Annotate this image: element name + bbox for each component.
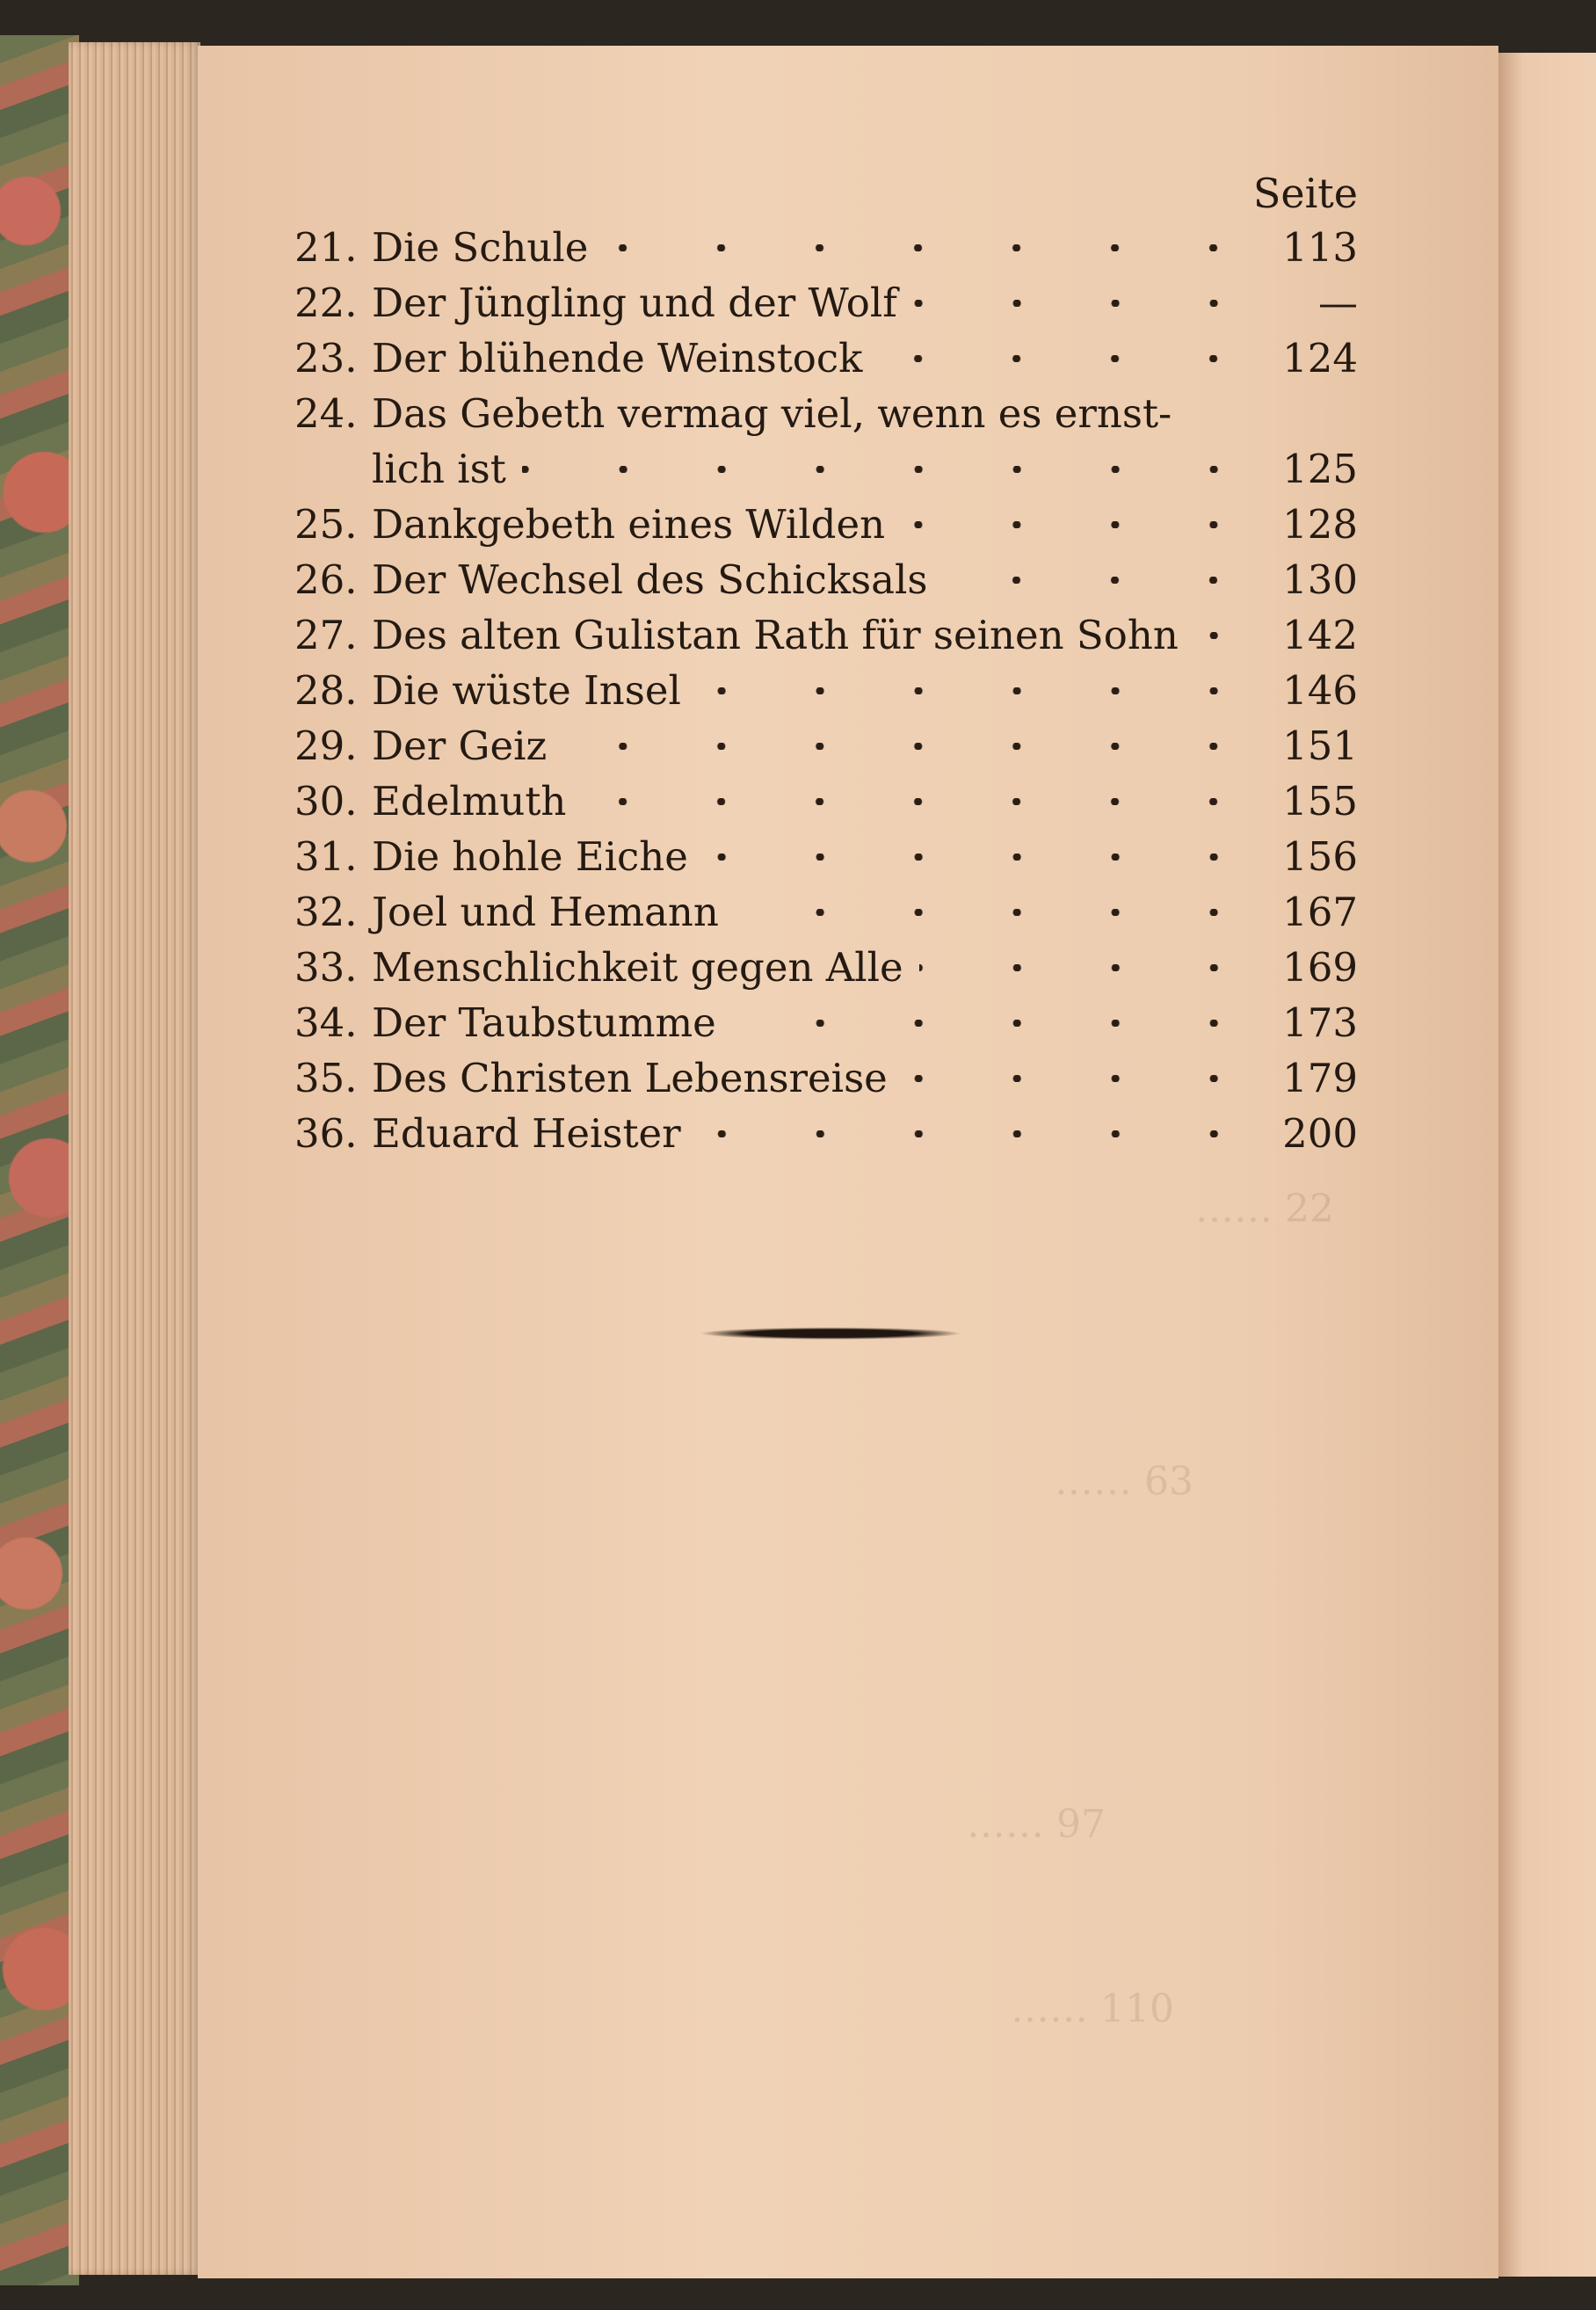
toc-entry (294, 331, 1358, 386)
show-through-text: …… 97 (967, 1802, 1106, 1847)
leader-dots (522, 466, 1263, 473)
entry-title: Des Christen Lebensreise (372, 1055, 888, 1101)
toc-entry (294, 884, 1358, 940)
entry-page-number: 146 (1282, 667, 1358, 714)
toc-entry (294, 663, 1358, 718)
entry-page-number: 167 (1282, 889, 1358, 935)
page-column-header: Seite (1252, 170, 1358, 217)
entry-title: Eduard Heister (372, 1110, 681, 1157)
leader-dots (943, 577, 1263, 584)
leader-dots (582, 798, 1263, 805)
leader-dots (562, 743, 1263, 750)
marbled-cover (0, 35, 79, 2285)
entry-title: Der blühende Weinstock (372, 335, 863, 381)
toc-entry (294, 718, 1358, 774)
table-of-contents (294, 167, 1358, 1161)
entry-page-number: 128 (1282, 501, 1358, 548)
entry-number: 25. (294, 501, 358, 548)
entry-title: Die Schule (372, 224, 589, 271)
entry-number: 33. (294, 944, 358, 991)
entry-title: Das Gebeth vermag viel, wenn es ernst- (372, 390, 1172, 437)
toc-entry (294, 220, 1358, 275)
leader-dots (1194, 632, 1263, 639)
toc-entry (294, 1050, 1358, 1106)
entry-number: 26. (294, 556, 358, 603)
leader-dots (901, 521, 1263, 528)
entry-number: 23. (294, 335, 358, 381)
toc-entry (294, 386, 1358, 441)
leader-dots (604, 244, 1263, 251)
show-through-text: …… 63 (1055, 1459, 1193, 1504)
show-through-text: …… 110 (1011, 1987, 1174, 2031)
toc-entry-continuation (294, 441, 1358, 497)
decorative-rule (699, 1327, 962, 1340)
leader-dots (735, 909, 1263, 916)
leader-dots (903, 1075, 1263, 1082)
entry-page-number: 179 (1282, 1055, 1358, 1101)
leader-dots (697, 1130, 1263, 1137)
toc-entry (294, 275, 1358, 331)
entry-title: Edelmuth (372, 778, 567, 824)
entry-page-number: 173 (1282, 999, 1358, 1046)
toc-entry (294, 829, 1358, 884)
entry-page-number: 155 (1282, 778, 1358, 824)
toc-entry (294, 607, 1358, 663)
entry-title: Die wüste Insel (372, 667, 681, 714)
leader-dots (919, 964, 1263, 971)
entry-number: 35. (294, 1055, 358, 1101)
toc-entries (294, 220, 1358, 1161)
entry-title: Der Wechsel des Schicksals (372, 556, 928, 603)
entry-title: Menschlichkeit gegen Alle (372, 944, 903, 991)
entry-number: 27. (294, 612, 358, 658)
entry-number: 21. (294, 224, 358, 271)
entry-title: Joel und Hemann (372, 889, 719, 935)
entry-number: 31. (294, 833, 358, 880)
toc-entry (294, 774, 1358, 829)
entry-page-number: 130 (1282, 556, 1358, 603)
toc-entry (294, 552, 1358, 607)
toc-entry (294, 1106, 1358, 1161)
entry-page-number: 142 (1282, 612, 1358, 658)
entry-title: Der Geiz (372, 723, 548, 769)
entry-number: 24. (294, 390, 358, 437)
entry-title: Des alten Gulistan Rath für seinen Sohn (372, 612, 1179, 658)
entry-title: Der Taubstumme (372, 999, 716, 1046)
leader-dots (913, 300, 1263, 307)
entry-page-number: — (1318, 280, 1358, 326)
leader-dots (697, 687, 1263, 694)
leader-dots (732, 1020, 1263, 1027)
entry-page-number: 113 (1282, 224, 1358, 271)
entry-title: Die hohle Eiche (372, 833, 688, 880)
entry-number: 32. (294, 889, 358, 935)
page-edges (69, 42, 200, 2275)
entry-number: 36. (294, 1110, 358, 1157)
toc-entry (294, 497, 1358, 552)
entry-page-number: 125 (1282, 446, 1358, 492)
entry-number: 28. (294, 667, 358, 714)
leader-dots (704, 854, 1263, 861)
toc-entry (294, 940, 1358, 995)
entry-page-number: 156 (1282, 833, 1358, 880)
entry-number: 22. (294, 280, 358, 326)
show-through-text: …… 22 (1195, 1187, 1334, 1231)
entry-page-number: 151 (1282, 723, 1358, 769)
entry-title: Der Jüngling und der Wolf (372, 280, 897, 326)
entry-number: 34. (294, 999, 358, 1046)
entry-page-number: 169 (1282, 944, 1358, 991)
entry-page-number: 124 (1282, 335, 1358, 381)
entry-number: 30. (294, 778, 358, 824)
toc-entry (294, 995, 1358, 1050)
entry-title-continuation: lich ist (372, 446, 506, 492)
entry-number: 29. (294, 723, 358, 769)
leader-dots (878, 355, 1263, 362)
entry-page-number: 200 (1282, 1110, 1358, 1157)
facing-page-edge (1498, 53, 1596, 2277)
entry-title: Dankgebeth eines Wilden (372, 501, 886, 548)
